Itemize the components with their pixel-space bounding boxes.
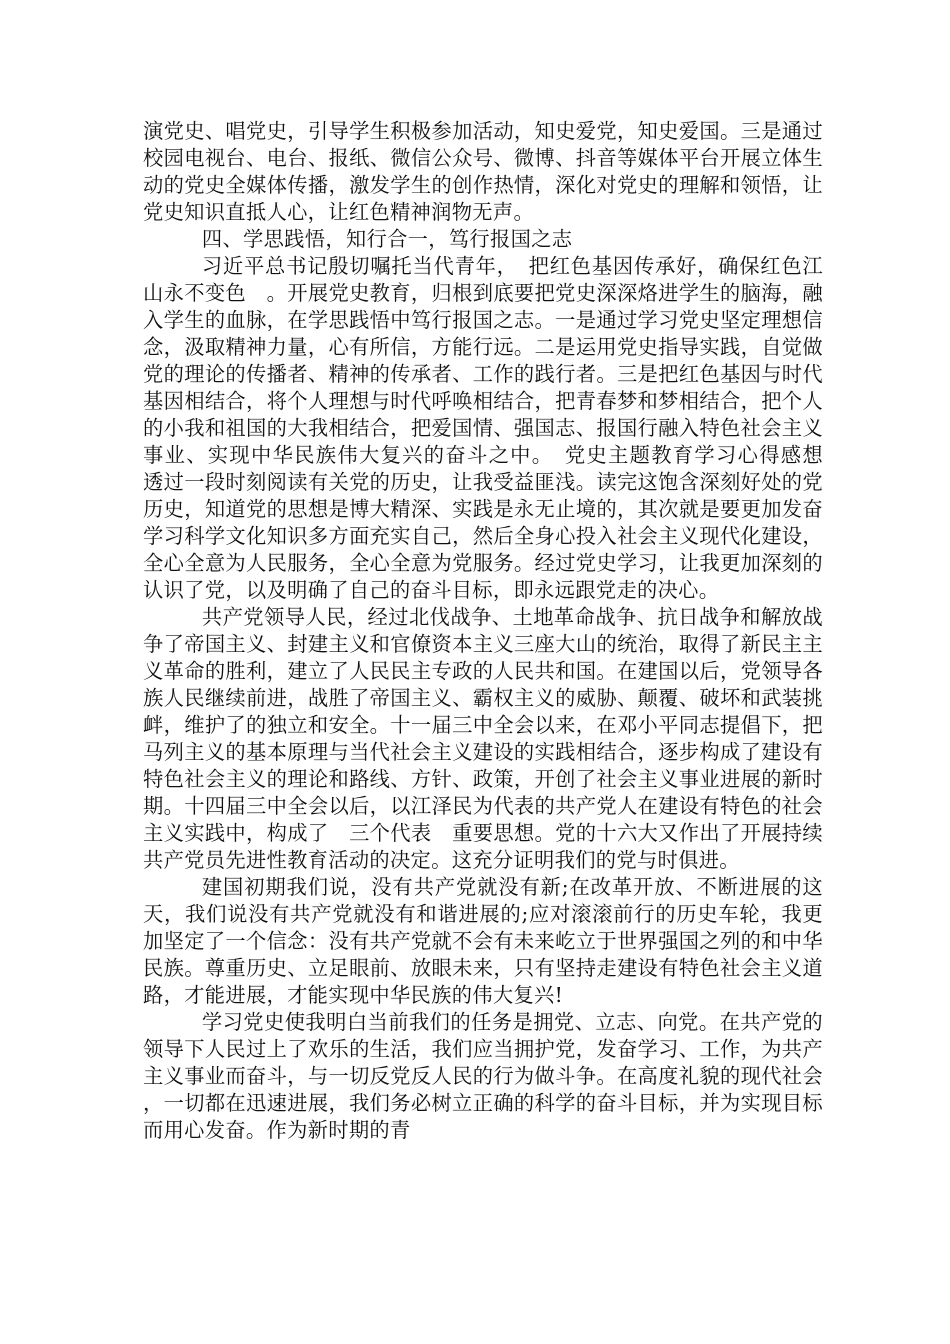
paragraph-1: 演党史、唱党史，引导学生积极参加活动，知史爱党，知史爱国。三是通过校园电视台、电台、报纸、微信公众号、微博、抖音等媒体平台开展立体生动的党史全媒体传播，激发学生的创作热情，深化对党史的理解和领悟，让党史知识直抵人心，让红色精神润物无声。: [143, 119, 823, 224]
document-body: [143, 118, 844, 1144]
paragraph-4: 建国初期我们说，没有共产党就没有新;在改革开放、不断进展的这天，我们说没有共产党就没有和谐进展的;应对滚滚前行的历史车轮，我更加坚定了一个信念：没有共产党就不会有未来屹立于世界强国之列的和中华民族。尊重历史、立足眼前、放眼未来，只有坚持走建设有特色社会主义道路，才能进展，才能实现中华民族的伟大复兴!: [143, 875, 823, 1007]
section-heading: 四、学思践悟，知行合一，笃行报国之志: [201, 227, 573, 251]
paragraph-3: 共产党领导人民，经过北伐战争、土地革命战争、抗日战争和解放战争了帝国主义、封建主义和官僚资本主义三座大山的统治，取得了新民主主义革命的胜利，建立了人民民主专政的人民共和国。在建国以后，党领导各族人民继续前进，战胜了帝国主义、霸权主义的威胁、颠覆、破坏和武装挑衅，维护了的独立和安全。十一届三中全会以来，在邓小平同志提倡下，把马列主义的基本原理与当代社会主义建设的实践相结合，逐步构成了建设有特色社会主义的理论和路线、方针、政策，开创了社会主义事业进展的新时期。十四届三中全会以后，以江泽民为代表的共产党人在建设有特色的社会主义实践中，构成了 三个代表 重要思想。党的十六大又作出了开展持续共产党员先进性教育活动的决定。这充分证明我们的党与时俱进。: [143, 605, 823, 872]
paragraph-5: 学习党史使我明白当前我们的任务是拥党、立志、向党。在共产党的领导下人民过上了欢乐的生活，我们应当拥护党，发奋学习、工作，为共产主义事业而奋斗，与一切反党反人民的行为做斗争。在高度礼貌的现代社会，一切都在迅速进展，我们务必树立正确的科学的奋斗目标，并为实现目标而用心发奋。作为新时期的青: [143, 1010, 823, 1142]
paragraph-2: 习近平总书记殷切嘱托当代青年， 把红色基因传承好，确保红色江山永不变色 。开展党史教育，归根到底要把党史深深烙进学生的脑海，融入学生的血脉，在学思践悟中笃行报国之志。一是通过学习党史坚定理想信念，汲取精神力量，心有所信，方能行远。二是运用党史指导实践，自觉做党的理论的传播者、精神的传承者、工作的践行者。三是把红色基因与时代基因相结合，将个人理想与时代呼唤相结合，把青春梦和梦相结合，把个人的小我和祖国的大我相结合，把爱国情、强国志、报国行融入特色社会主义事业、实现中华民族伟大复兴的奋斗之中。 党史主题教育学习心得感想 透过一段时刻阅读有关党的历史，让我受益匪浅。读完这饱含深刻好处的党历史，知道党的思想是博大精深、实践是永无止境的，其次就是要更加发奋学习科学文化知识多方面充实自己，然后全身心投入社会主义现代化建设，全心全意为人民服务，全心全意为党服务。经过党史学习，让我更加深刻的认识了党，以及明确了自己的奋斗目标，即永远跟党走的决心。: [143, 254, 844, 602]
